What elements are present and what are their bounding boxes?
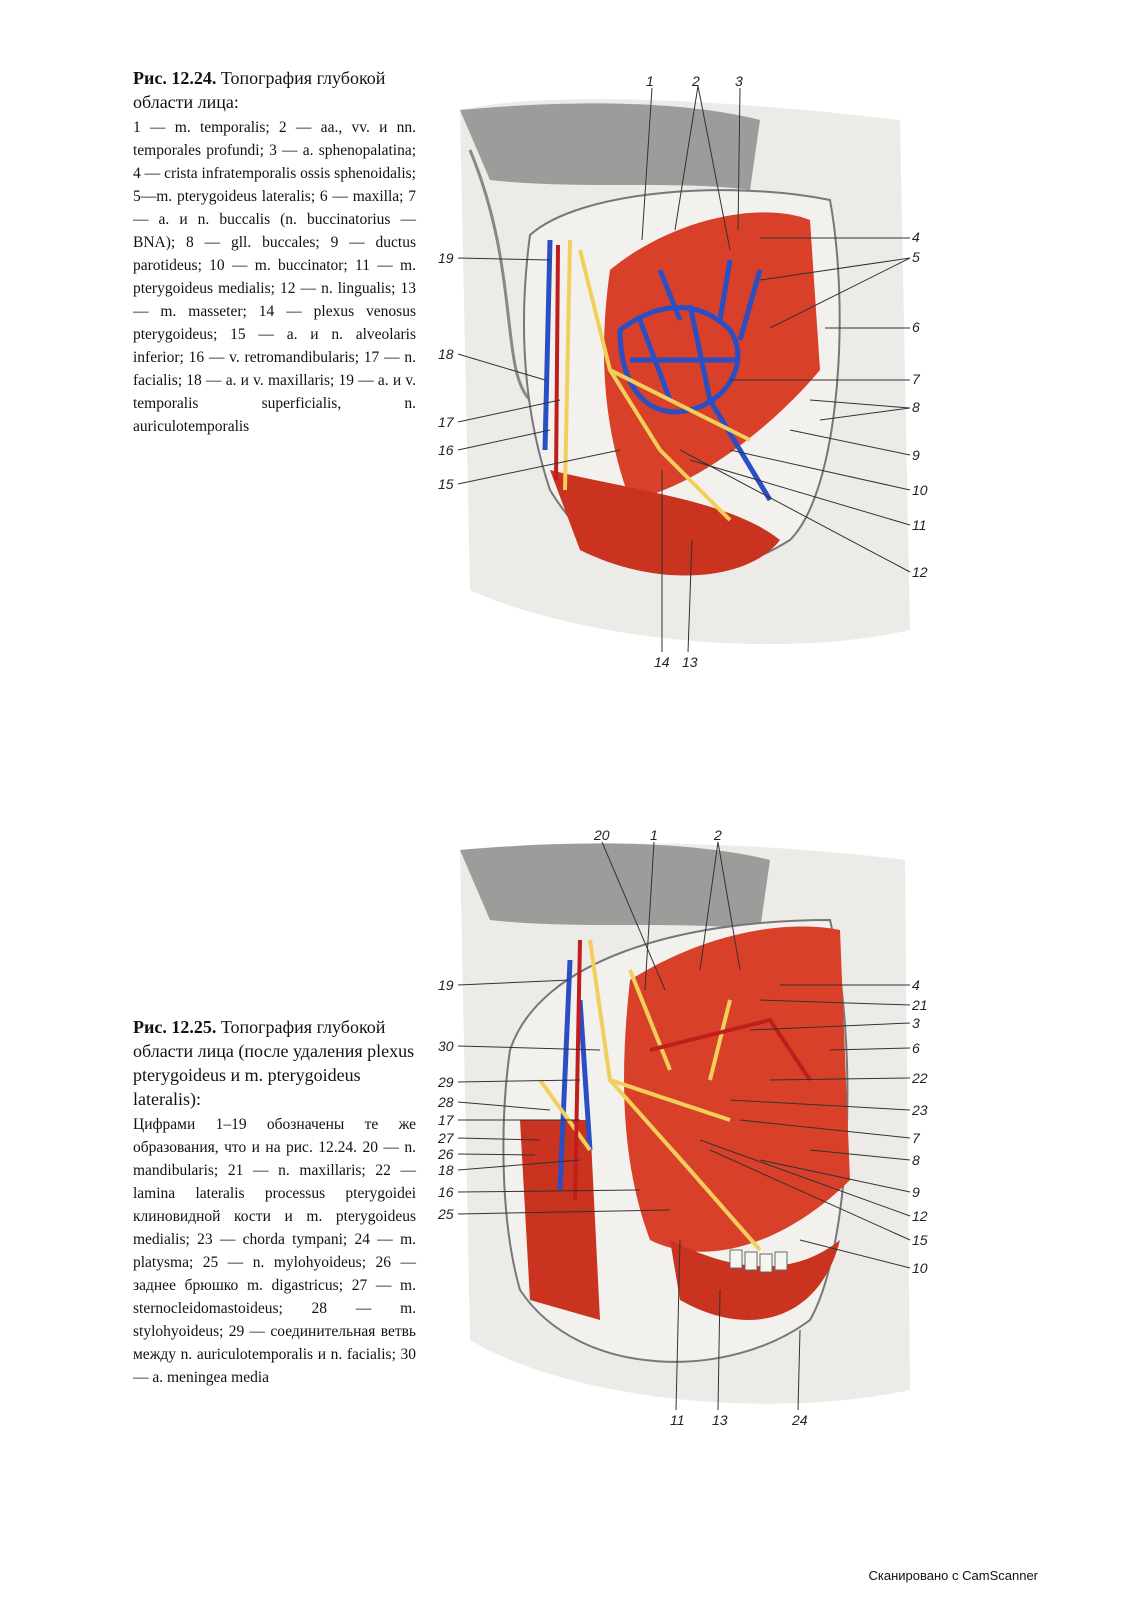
figure-1-label: 17 — [438, 414, 454, 430]
figure-1-caption — [133, 66, 416, 438]
figure-1-label: 12 — [912, 564, 928, 580]
figure-1-label: 16 — [438, 442, 454, 458]
figure-2-label: 7 — [912, 1130, 920, 1146]
figure-2-label: 16 — [438, 1184, 454, 1200]
figure-2-label: 17 — [438, 1112, 454, 1128]
figure-1-label: 19 — [438, 250, 454, 266]
figure-2-label: 6 — [912, 1040, 920, 1056]
figure-1-label: 1 — [646, 73, 654, 89]
figure-2-label: 30 — [438, 1038, 454, 1054]
figure-2-label: 18 — [438, 1162, 454, 1178]
figure-1-label: 5 — [912, 249, 920, 265]
figure-1-label: 14 — [654, 654, 670, 670]
figure-1-label: 4 — [912, 229, 920, 245]
figure-2-drawing — [430, 820, 950, 1440]
figure-2-title: Рис. 12.25. Топография глубокой области лица (после удаления plexus pterygoideus и m. pterygoideus lateralis): — [133, 1017, 415, 1109]
figure-2-label: 10 — [912, 1260, 928, 1276]
figure-2-illustration — [430, 820, 950, 1440]
figure-2-label: 24 — [792, 1412, 808, 1428]
figure-1-label: 3 — [735, 73, 743, 89]
figure-2-label: 28 — [438, 1094, 454, 1110]
figure-2-label: 22 — [912, 1070, 928, 1086]
figure-1-legend: 1 — m. temporalis; 2 — aa., vv. и nn. temporales profundi; 3 — a. sphenopalatina; 4 — crista infratemporalis ossis sphenoidalis; 5—m. pterygoideus lateralis; 6 — maxilla; 7 — a. и n. buccalis (n. buccinatorius — BNA); 8 — gll. buccales; 9 — ductus parotideus; 10 — m. buccinator; 11 — m. pterygoideus medialis; 12 — n. lingualis; 13 — m. masseter; 14 — plexus venosus pterygoideus; 15 — a. и n. alveolaris inferior; 16 — v. retromandibularis; 17 — n. facialis; 18 — a. и v. maxillaris; 19 — a. и v. temporalis superficialis, n. auriculotemporalis — [133, 119, 416, 435]
figure-2-caption — [133, 1015, 416, 1389]
figure-2-label: 20 — [594, 827, 610, 843]
figure-2-label: 27 — [438, 1130, 454, 1146]
figure-1-title: Рис. 12.24. Топография глубокой области лица: — [133, 68, 386, 112]
figure-2-label: 13 — [712, 1412, 728, 1428]
figure-2-label: 23 — [912, 1102, 928, 1118]
figure-2-label: 26 — [438, 1146, 454, 1162]
figure-2-label: 3 — [912, 1015, 920, 1031]
figure-1-label: 6 — [912, 319, 920, 335]
figure-2-label: 9 — [912, 1184, 920, 1200]
figure-1-label: 7 — [912, 371, 920, 387]
figure-2-label: 4 — [912, 977, 920, 993]
figure-2-label: 1 — [650, 827, 658, 843]
figure-1-label: 18 — [438, 346, 454, 362]
figure-1-drawing — [430, 70, 950, 690]
figure-2-label: 19 — [438, 977, 454, 993]
figure-1-label: 11 — [912, 517, 927, 533]
scanner-watermark: Сканировано с CamScanner — [868, 1568, 1038, 1583]
figure-1-label: 8 — [912, 399, 920, 415]
figure-1-illustration — [430, 70, 950, 690]
figure-2-label: 11 — [670, 1412, 685, 1428]
figure-2-label: 21 — [912, 997, 928, 1013]
figure-2-legend: Цифрами 1–19 обозначены те же образования, что и на рис. 12.24. 20 — n. mandibularis; 21 — n. maxillaris; 22 — lamina lateralis processus pterygoidei клиновидной кости и m. pterygoideus medialis; 23 — chorda tympani; 24 — m. platysma; 25 — n. mylohyoideus; 26 — заднее брюшко m. digastricus; 27 — m. sternocleidomastoideus; 28 — m. stylohyoideus; 29 — соединительная ветвь между n. auriculotemporalis и n. facialis; 30 — a. meningea media — [133, 1116, 416, 1386]
figure-1-label: 10 — [912, 482, 928, 498]
figure-1-label: 9 — [912, 447, 920, 463]
figure-2-label: 12 — [912, 1208, 928, 1224]
figure-2-label: 29 — [438, 1074, 454, 1090]
figure-1-label: 2 — [692, 73, 700, 89]
figure-2-label: 2 — [714, 827, 722, 843]
figure-1-label: 15 — [438, 476, 454, 492]
figure-2-label: 15 — [912, 1232, 928, 1248]
figure-2-label: 25 — [438, 1206, 454, 1222]
figure-1-label: 13 — [682, 654, 698, 670]
figure-2-label: 8 — [912, 1152, 920, 1168]
